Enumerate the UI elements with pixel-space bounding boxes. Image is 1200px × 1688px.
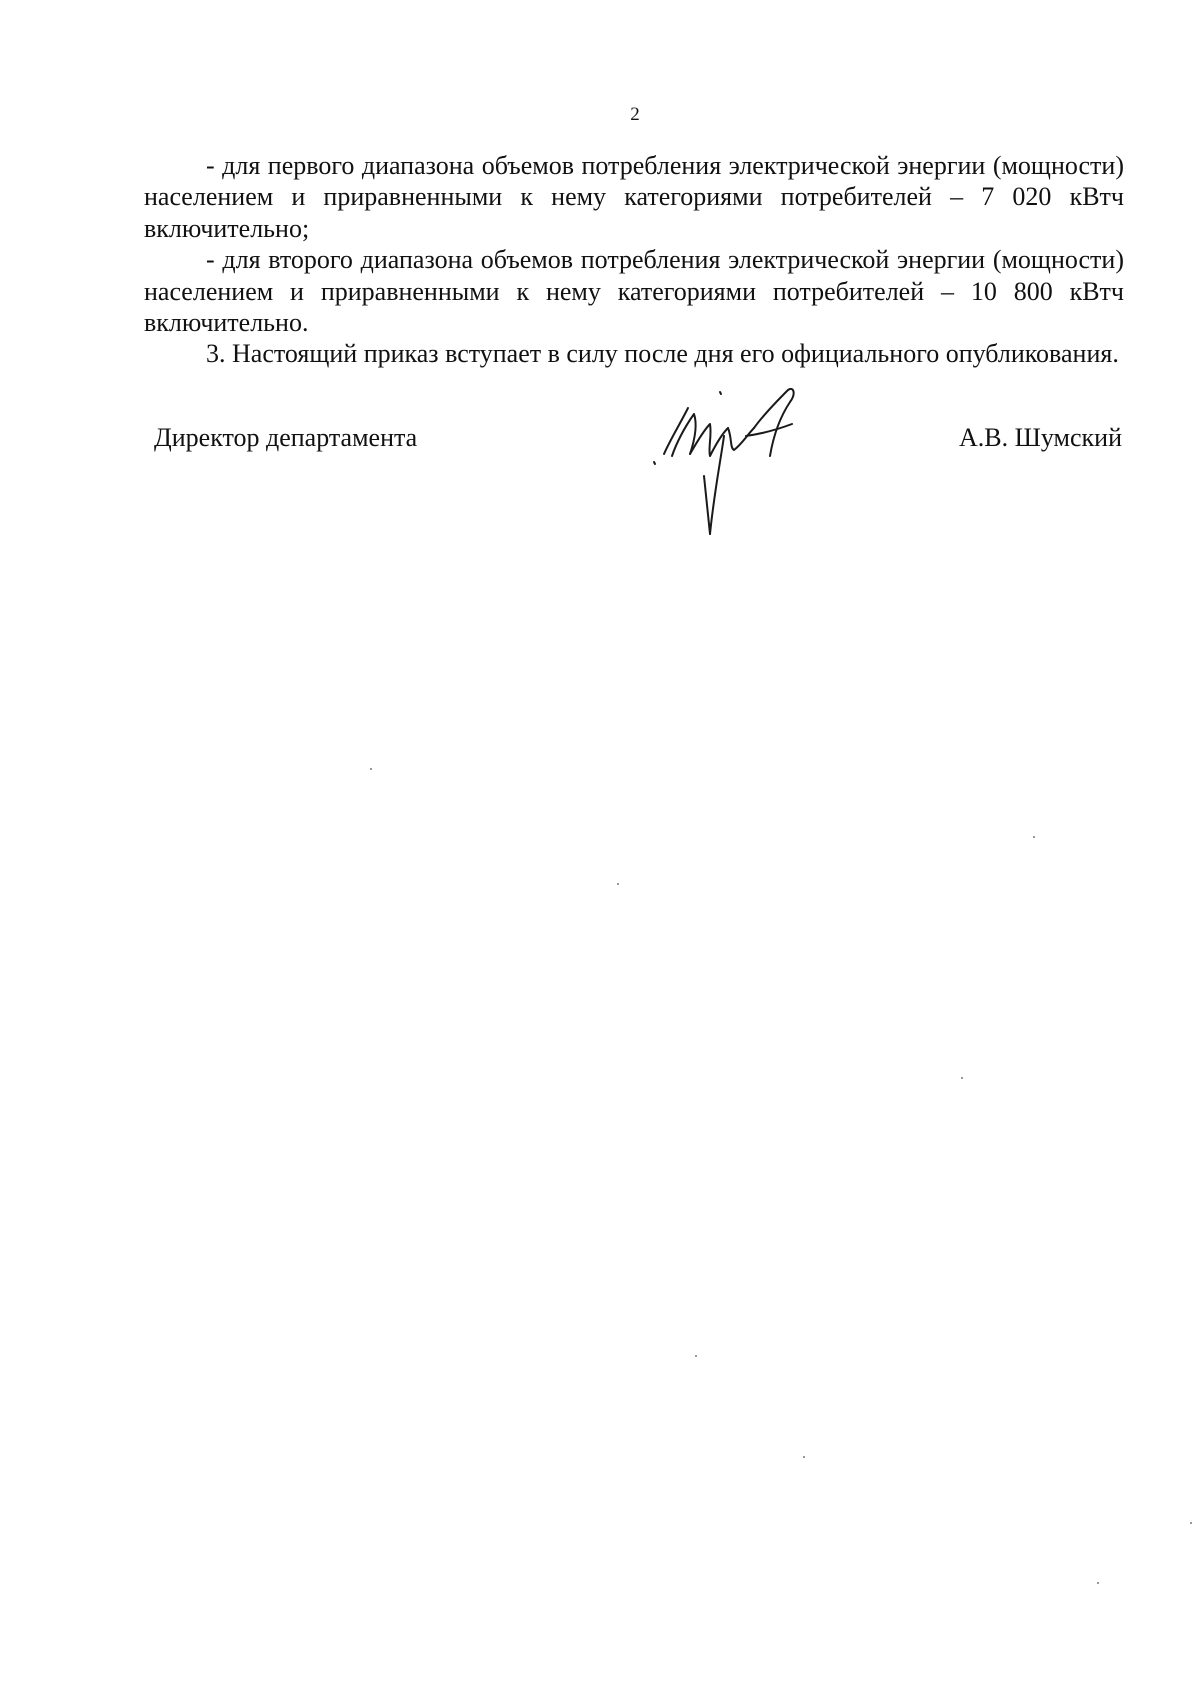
paragraph-range-one: - для первого диапазона объемов потребления электрической энергии (мощности) населением и приравненными к нему категориями потребителей – 7 020 кВтч включительно; (144, 151, 1124, 243)
document-body (144, 150, 1124, 370)
signer-name: А.В. Шумский (959, 423, 1122, 452)
handwritten-signature (650, 384, 850, 544)
scan-speck (1097, 1582, 1099, 1584)
scan-speck (961, 1077, 963, 1079)
paragraph-effective-date: 3. Настоящий приказ вступает в силу после дня его официального опубликования. (206, 339, 1119, 369)
scan-speck (695, 1355, 697, 1357)
paragraph-range-two: - для второго диапазона объемов потребления электрической энергии (мощности) населением и приравненными к нему категориями потребителей – 10 800 кВтч включительно. (144, 245, 1124, 338)
page-number: 2 (630, 104, 640, 125)
scan-speck (1190, 1522, 1192, 1524)
signature-block (0, 422, 1200, 562)
signer-position: Директор департамента (154, 423, 418, 452)
scan-speck (370, 768, 372, 770)
scan-speck (617, 883, 619, 885)
scan-speck (803, 1456, 805, 1458)
scan-speck (1033, 836, 1035, 838)
